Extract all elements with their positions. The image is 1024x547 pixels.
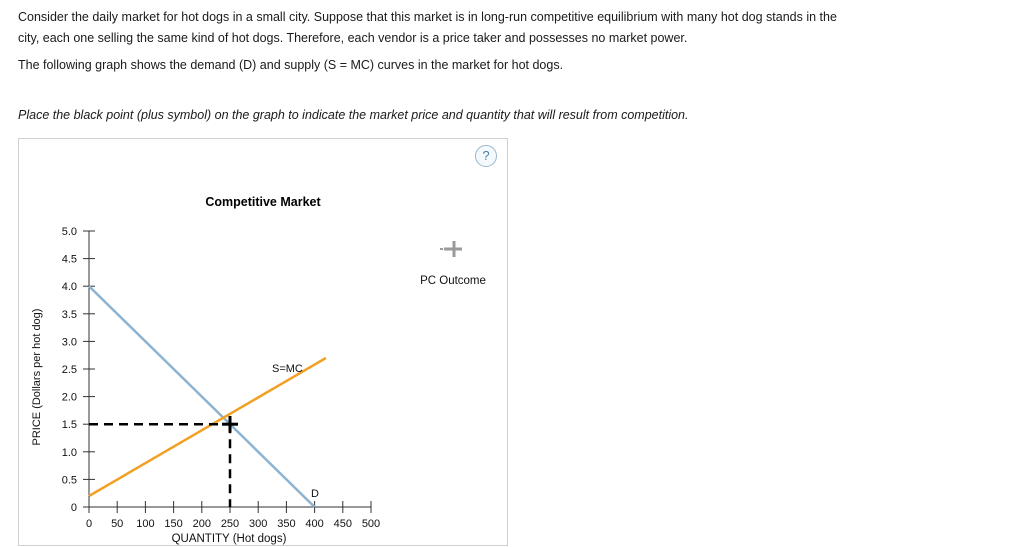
demand-curve[interactable] [89,286,315,507]
y-tick-label: 4.5 [61,253,77,266]
x-tick-labels [86,518,380,530]
y-tick-label: 2.5 [61,364,77,376]
y-tick-label: 2.0 [61,391,77,404]
x-tick-label: 100 [136,518,155,530]
x-axis-title: QUANTITY (Hot dogs) [171,533,287,545]
demand-curve-label: D [311,488,319,500]
y-tick-label: 4.0 [61,281,77,294]
y-tick-label: 0 [70,502,77,514]
supply-curve-label: S=MC [272,363,303,375]
chart-plot-area[interactable] [19,139,509,547]
y-tick-labels [62,226,77,514]
x-tick-label: 200 [192,518,211,530]
chart-title: Competitive Market [205,195,321,209]
graph-panel [18,138,508,546]
y-tick-label: 0.5 [61,474,77,487]
x-tick-label: 500 [361,518,381,530]
x-tick-label: 450 [333,518,352,530]
task-instruction: Place the black point (plus symbol) on the graph to indicate the market price and quantity that will result from competition. [18,108,689,122]
help-icon[interactable]: ? [475,145,497,167]
legend-label-pc-outcome: PC Outcome [420,275,486,287]
x-tick-label: 300 [249,518,268,530]
x-tick-label: 350 [277,518,296,530]
x-tick-label: 50 [111,518,124,530]
y-tick-label: 1.0 [61,446,77,459]
supply-curve[interactable] [89,358,326,496]
x-tick-label: 0 [85,518,93,530]
y-tick-label: 3.0 [61,336,77,349]
y-tick-label: 3.5 [61,308,77,321]
x-tick-label: 400 [305,518,324,530]
y-axis-title: PRICE (Dollars per hot dog) [31,308,43,446]
y-tick-label: 1.5 [61,419,77,432]
x-tick-label: 150 [164,518,183,530]
chart-svg[interactable] [19,139,509,547]
x-tick-label: 250 [220,518,240,530]
legend-plus-marker-icon[interactable] [423,239,483,264]
intro-paragraph-1: Consider the daily market for hot dogs in a small city. Suppose that this market is in long-run competitive equilibrium with many hot dog stands in the city, each one selling the same kind of hot dogs. Therefore, each vendor is a price taker and possesses no market power. [18,10,837,45]
problem-intro [18,0,838,76]
intro-paragraph-2: The following graph shows the demand (D) and supply (S = MC) curves in the market for hot dogs. [18,58,564,72]
y-tick-label: 5.0 [61,226,77,238]
